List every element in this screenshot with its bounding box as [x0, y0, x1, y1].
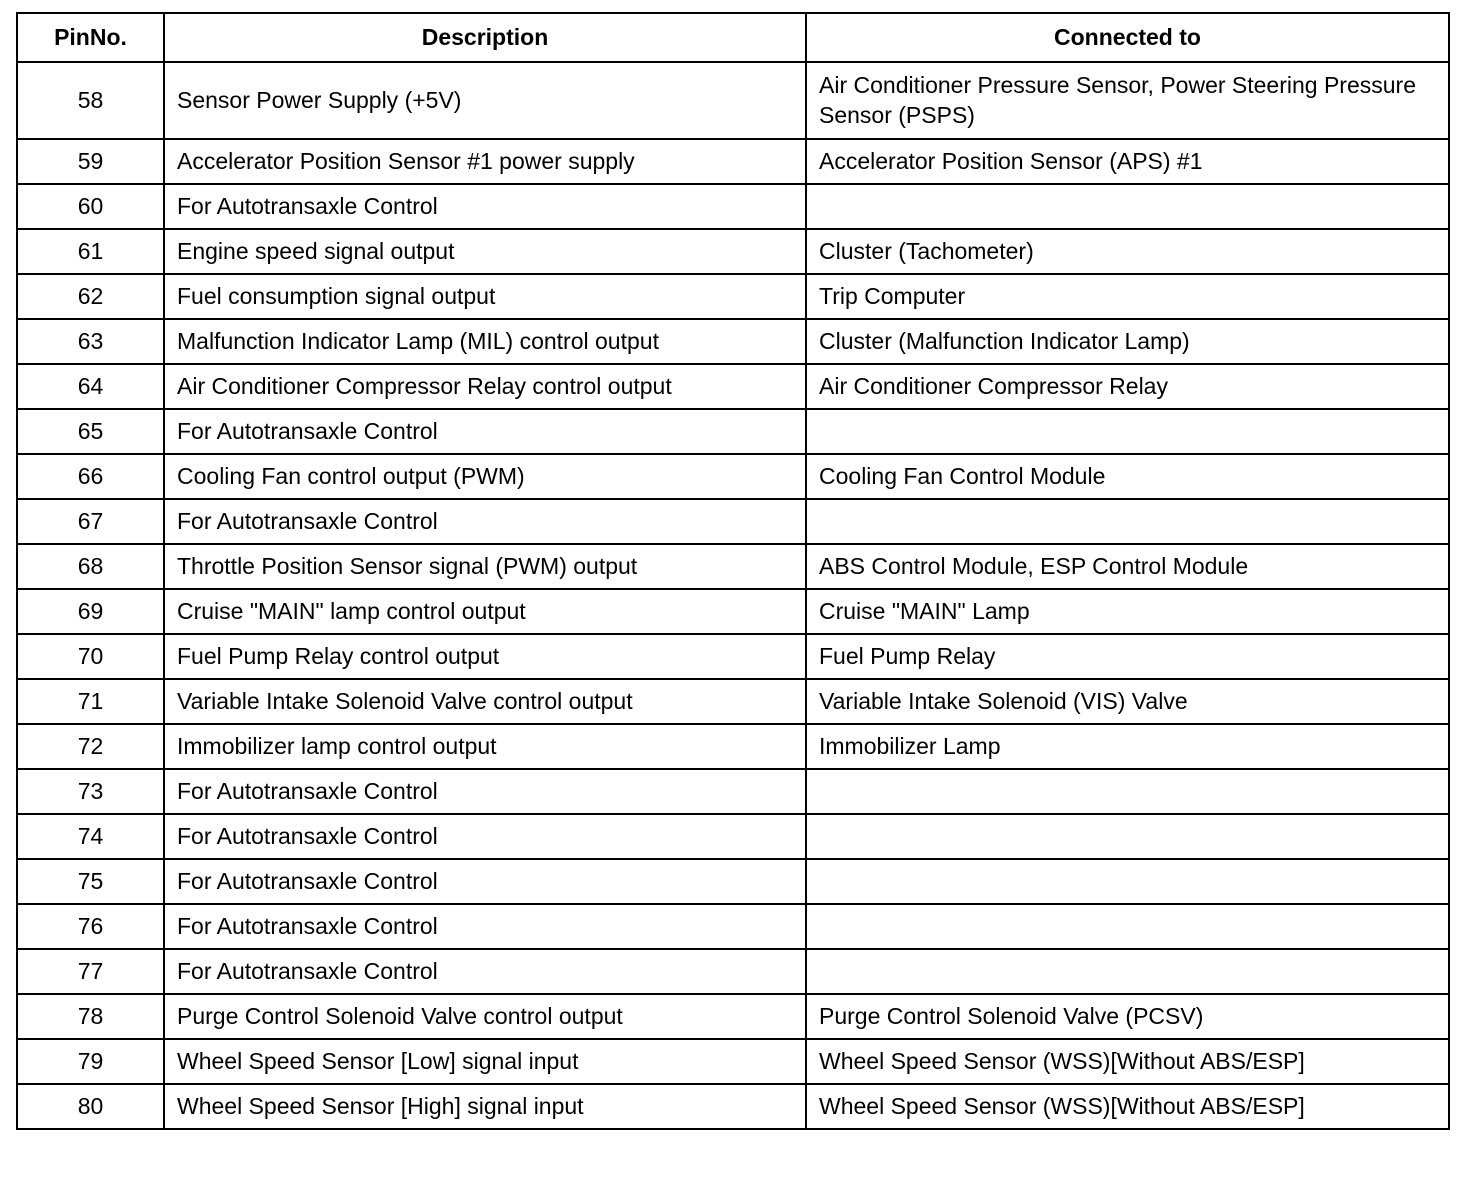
description-cell: For Autotransaxle Control: [164, 814, 806, 859]
pin-number-cell: 77: [17, 949, 164, 994]
table-row: [17, 319, 1449, 364]
pin-number-cell: 79: [17, 1039, 164, 1084]
table-row: [17, 409, 1449, 454]
description-cell: Throttle Position Sensor signal (PWM) output: [164, 544, 806, 589]
table-row: [17, 454, 1449, 499]
pin-number-cell: 68: [17, 544, 164, 589]
connected-to-cell: Air Conditioner Pressure Sensor, Power Steering Pressure Sensor (PSPS): [806, 62, 1449, 139]
pin-number-cell: 63: [17, 319, 164, 364]
table-row: [17, 904, 1449, 949]
description-cell: Immobilizer lamp control output: [164, 724, 806, 769]
table-row: [17, 364, 1449, 409]
connected-to-cell: [806, 814, 1449, 859]
pin-number-cell: 74: [17, 814, 164, 859]
description-cell: For Autotransaxle Control: [164, 859, 806, 904]
table-row: [17, 1084, 1449, 1129]
description-cell: Wheel Speed Sensor [Low] signal input: [164, 1039, 806, 1084]
description-cell: Fuel consumption signal output: [164, 274, 806, 319]
description-cell: For Autotransaxle Control: [164, 184, 806, 229]
pin-number-cell: 65: [17, 409, 164, 454]
pin-number-cell: 71: [17, 679, 164, 724]
connected-to-cell: Air Conditioner Compressor Relay: [806, 364, 1449, 409]
description-cell: Fuel Pump Relay control output: [164, 634, 806, 679]
connected-to-cell: Immobilizer Lamp: [806, 724, 1449, 769]
pin-number-cell: 67: [17, 499, 164, 544]
table-row: [17, 229, 1449, 274]
description-cell: Air Conditioner Compressor Relay control output: [164, 364, 806, 409]
description-cell: Variable Intake Solenoid Valve control output: [164, 679, 806, 724]
description-cell: Malfunction Indicator Lamp (MIL) control output: [164, 319, 806, 364]
description-cell: For Autotransaxle Control: [164, 949, 806, 994]
table-row: [17, 274, 1449, 319]
pin-number-cell: 78: [17, 994, 164, 1039]
description-cell: For Autotransaxle Control: [164, 409, 806, 454]
pin-number-cell: 66: [17, 454, 164, 499]
pin-number-cell: 62: [17, 274, 164, 319]
connected-to-cell: [806, 769, 1449, 814]
connected-to-cell: [806, 904, 1449, 949]
connected-to-cell: Trip Computer: [806, 274, 1449, 319]
pin-number-cell: 59: [17, 139, 164, 184]
connected-to-cell: Wheel Speed Sensor (WSS)[Without ABS/ESP]: [806, 1039, 1449, 1084]
pin-number-cell: 60: [17, 184, 164, 229]
table-row: [17, 724, 1449, 769]
connected-to-cell: ABS Control Module, ESP Control Module: [806, 544, 1449, 589]
table-row: [17, 62, 1449, 139]
description-cell: Engine speed signal output: [164, 229, 806, 274]
connected-to-cell: Cluster (Tachometer): [806, 229, 1449, 274]
description-cell: Cooling Fan control output (PWM): [164, 454, 806, 499]
connected-to-cell: Cooling Fan Control Module: [806, 454, 1449, 499]
connected-to-cell: [806, 859, 1449, 904]
pin-number-cell: 61: [17, 229, 164, 274]
connected-to-cell: Purge Control Solenoid Valve (PCSV): [806, 994, 1449, 1039]
description-cell: Cruise "MAIN" lamp control output: [164, 589, 806, 634]
header-row: [17, 13, 1449, 62]
table-row: [17, 679, 1449, 724]
pin-number-cell: 69: [17, 589, 164, 634]
table-row: [17, 499, 1449, 544]
pin-number-cell: 64: [17, 364, 164, 409]
connected-to-cell: Cluster (Malfunction Indicator Lamp): [806, 319, 1449, 364]
description-cell: For Autotransaxle Control: [164, 904, 806, 949]
table-row: [17, 994, 1449, 1039]
table-row: [17, 814, 1449, 859]
connected-to-cell: [806, 949, 1449, 994]
description-cell: Accelerator Position Sensor #1 power supply: [164, 139, 806, 184]
description-cell: For Autotransaxle Control: [164, 769, 806, 814]
connected-to-cell: Cruise "MAIN" Lamp: [806, 589, 1449, 634]
description-cell: Wheel Speed Sensor [High] signal input: [164, 1084, 806, 1129]
pin-table: [16, 12, 1450, 1130]
description-cell: For Autotransaxle Control: [164, 499, 806, 544]
pin-number-cell: 70: [17, 634, 164, 679]
table-row: [17, 1039, 1449, 1084]
connected-to-cell: Accelerator Position Sensor (APS) #1: [806, 139, 1449, 184]
header-pin-no: PinNo.: [17, 13, 164, 62]
description-cell: Sensor Power Supply (+5V): [164, 62, 806, 139]
description-cell: Purge Control Solenoid Valve control output: [164, 994, 806, 1039]
table-row: [17, 544, 1449, 589]
header-description: Description: [164, 13, 806, 62]
connected-to-cell: Variable Intake Solenoid (VIS) Valve: [806, 679, 1449, 724]
connected-to-cell: [806, 409, 1449, 454]
table-row: [17, 859, 1449, 904]
connected-to-cell: Fuel Pump Relay: [806, 634, 1449, 679]
table-row: [17, 139, 1449, 184]
table-body: [17, 62, 1449, 1129]
table-row: [17, 949, 1449, 994]
pin-number-cell: 72: [17, 724, 164, 769]
table-row: [17, 589, 1449, 634]
table-row: [17, 184, 1449, 229]
pin-number-cell: 80: [17, 1084, 164, 1129]
connected-to-cell: [806, 499, 1449, 544]
connected-to-cell: Wheel Speed Sensor (WSS)[Without ABS/ESP]: [806, 1084, 1449, 1129]
table-row: [17, 634, 1449, 679]
pin-number-cell: 75: [17, 859, 164, 904]
pin-number-cell: 76: [17, 904, 164, 949]
header-connected-to: Connected to: [806, 13, 1449, 62]
pin-number-cell: 73: [17, 769, 164, 814]
connected-to-cell: [806, 184, 1449, 229]
pin-number-cell: 58: [17, 62, 164, 139]
table-row: [17, 769, 1449, 814]
